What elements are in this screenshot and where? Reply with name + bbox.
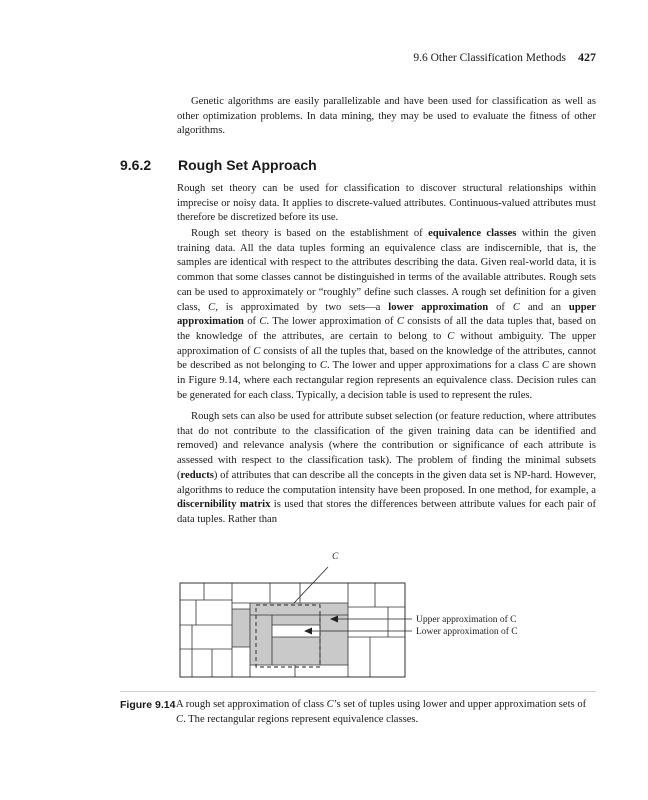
upper-approximation-cells [232,603,348,665]
class-c-label: C [332,552,339,562]
section-title: Rough Set Approach [178,157,317,173]
intro-paragraph: Genetic algorithms are easily parallelizable and have been used for classification as well as other optimization problems. In data mining, they may be used to evaluate the fitness of other algorithms. [177,96,596,137]
term-equivalence-classes: equivalence classes [428,228,517,239]
term-lower-approximation: lower approximation [388,301,489,313]
paragraph-2: Rough set theory is based on the establishment of equivalence classes within the given training data. All the data tuples forming an equivalence class are indiscernible, that is, the samples are identical with respect to the attributes describing the data. Given real-world data, it is common that some classes cannot be distinguished in terms of the available attributes. Rough sets can be used to approximately or “roughly” define such classes. A rough set definition for a given class, C, is approximated by two sets—a lower approximation of C and an upper approximation of C. The lower approximation of C consists of all the data tuples that, based on the knowledge of the attributes, are certain to belong to C without ambiguity. The upper approximation of C consists of all the tuples that, based on the knowledge of the attributes, cannot be described as not belonging to C. The lower and upper approximations for a class C are shown in Figure 9.14, where each rectangular region represents an equivalence class. Decision rules can be generated for each class. Typically, a decision table is used to represent the rules. [177,228,597,401]
figure-diagram [170,545,600,685]
term-upper-approximation: upper approximation [177,301,597,328]
figure-divider [120,691,596,692]
term-discernibility-matrix: discernibility matrix [177,499,271,511]
figure-caption-text: A rough set approximation of class C’s set of tuples using lower and upper approximation sets of C. The rectangular regions represent equivalence classes. [176,699,587,725]
figure-caption-label: Figure 9.14 [120,699,176,711]
paragraph-1: Rough set theory can be used for classification to discover structural relationships within imprecise or noisy data. It applies to discrete-valued attributes. Continuous-valued attributes must therefore be discretized before its use. [177,183,596,224]
lower-arrowhead [304,628,312,635]
section-heading [120,157,596,173]
upper-approximation-label: Upper approximation of C [416,615,517,625]
running-header-title: 9.6 Other Classification Methods [413,52,566,64]
lower-approximation-label: Lower approximation of C [416,627,518,637]
page-number: 427 [578,50,596,64]
paragraph-3: Rough sets can also be used for attribute subset selection (or feature reduction, where attributes that do not contribute to the classification of the given training data can be identified and removed) and relevance analysis (where the contribution or significance of each attribute is assessed with respect to the classification task). The problem of finding the minimal subsets (reducts) of attributes that can describe all the concepts in the given data set is NP-hard. However, algorithms to reduce the computation intensity have been proposed. In one method, for example, a discernibility matrix is used that stores the differences between attribute values for each pair of data tuples. Rather than [177,411,596,525]
class-c-pointer [294,567,328,603]
figure-caption [120,698,596,727]
running-header [380,50,596,65]
figure-rough-set [170,545,600,685]
term-reducts: reducts [180,469,214,481]
section-number: 9.6.2 [120,157,152,173]
